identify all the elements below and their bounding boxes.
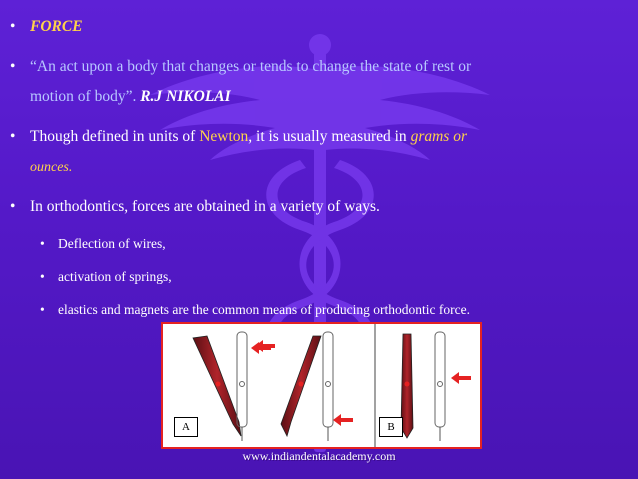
units-text-1: Though defined in units of: [30, 128, 200, 145]
definition-quote-line1: “An act upon a body that changes or tends to change the state of rest or: [30, 58, 472, 75]
ounces-term: ounces.: [30, 160, 73, 175]
definition-quote-line2: motion of body”.: [30, 88, 141, 105]
definition-author: R.J NIKOLAI: [140, 88, 231, 105]
panel-b-spring: [401, 332, 471, 441]
spring-activation-figure: [161, 322, 482, 449]
grams-term: grams or: [410, 128, 467, 145]
bullet-dot: •: [10, 58, 16, 75]
panel-a-spring-2: [281, 332, 353, 441]
bullet-dot: •: [10, 18, 16, 35]
bullet-dot: •: [10, 198, 16, 215]
sub-bullet-dot: •: [40, 236, 45, 251]
sub-bullet-dot: •: [40, 269, 45, 284]
sub-bullet-text: Deflection of wires,: [58, 236, 166, 251]
label-b: B: [379, 417, 403, 437]
sub-bullet-text: activation of springs,: [58, 269, 172, 284]
sub-bullet-dot: •: [40, 302, 45, 317]
label-a: A: [174, 417, 198, 437]
footer-url: www.indiandentalacademy.com: [242, 449, 396, 463]
units-text-2: , it is usually measured in: [248, 128, 411, 145]
sub-bullet-text: elastics and magnets are the common means of producing orthodontic force.: [58, 302, 470, 317]
panel-a-spring-1: [193, 332, 275, 441]
bullet-dot: •: [10, 128, 16, 145]
orthodontics-text: In orthodontics, forces are obtained in a variety of ways.: [30, 198, 380, 215]
force-heading: FORCE: [30, 18, 83, 35]
spring-illustration: [163, 324, 480, 447]
newton-term: Newton: [199, 128, 249, 145]
